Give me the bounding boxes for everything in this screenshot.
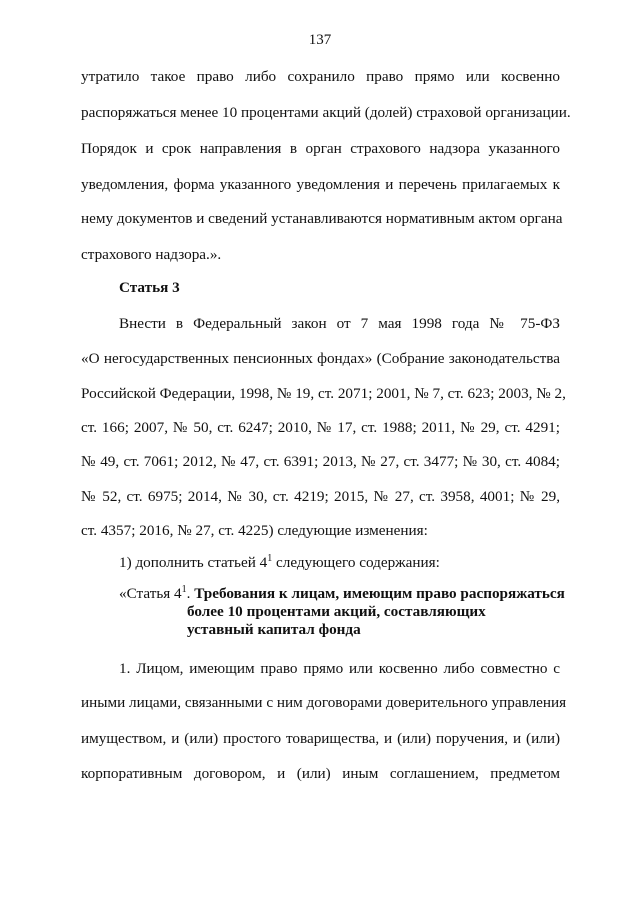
text-line: Российской Федерации, 1998, № 19, ст. 2071; 2001, № 7, ст. 623; 2003, № 2, xyxy=(81,385,566,402)
text-line: уведомления, форма указанного уведомления и перечень прилагаемых к xyxy=(81,176,560,193)
article-heading: Статья 3 xyxy=(119,279,180,296)
text-line: имуществом, и (или) простого товарищества, и (или) поручения, и (или) xyxy=(81,730,560,747)
text-line: ст. 166; 2007, № 50, ст. 6247; 2010, № 17, ст. 1988; 2011, № 29, ст. 4291; xyxy=(81,419,560,436)
superscript: 1 xyxy=(267,552,273,564)
text-line: № 52, ст. 6975; 2014, № 30, ст. 4219; 2015, № 27, ст. 3958, 4001; № 29, xyxy=(81,488,560,505)
article-title-text: более 10 процентами акций, составляющих xyxy=(187,603,486,620)
text-line: иными лицами, связанными с ним договорами доверительного управления xyxy=(81,694,567,711)
text-line: № 49, ст. 7061; 2012, № 47, ст. 6391; 2013, № 27, ст. 3477; № 30, ст. 4084; xyxy=(81,453,560,470)
text-line: нему документов и сведений устанавливаются нормативным актом органа xyxy=(81,210,563,227)
text-line: «О негосударственных пенсионных фондах» (Собрание законодательства xyxy=(81,350,560,367)
list-item-text: следующего содержания: xyxy=(272,554,440,571)
article-dot: . xyxy=(186,585,191,602)
superscript: 1 xyxy=(181,583,187,595)
text-line: Внести в Федеральный закон от 7 мая 1998 года № 75-ФЗ xyxy=(119,315,560,332)
page-number: 137 xyxy=(308,32,332,48)
article-prefix: «Статья 4 xyxy=(119,585,182,602)
article-title-text: уставный капитал фонда xyxy=(187,621,361,638)
list-item-text: 1) дополнить статьей 4 xyxy=(119,554,268,571)
list-item-1 xyxy=(119,553,560,573)
text-line: Порядок и срок направления в орган страхового надзора указанного xyxy=(81,140,560,157)
text-line: утратило такое право либо сохранило право прямо или косвенно xyxy=(81,68,560,85)
article-title-text: Требования к лицам, имеющим право распоряжаться xyxy=(194,585,565,602)
new-article-title-line xyxy=(119,585,579,603)
text-line: корпоративным договором, и (или) иным соглашением, предметом xyxy=(81,765,560,782)
text-line: ст. 4357; 2016, № 27, ст. 4225) следующие изменения: xyxy=(81,522,428,539)
text-line: страхового надзора.». xyxy=(81,246,222,263)
text-line: 1. Лицом, имеющим право прямо или косвенно либо совместно с xyxy=(119,660,560,677)
new-article-title xyxy=(119,585,579,639)
text-line: распоряжаться менее 10 процентами акций (долей) страховой организации. xyxy=(81,104,571,121)
